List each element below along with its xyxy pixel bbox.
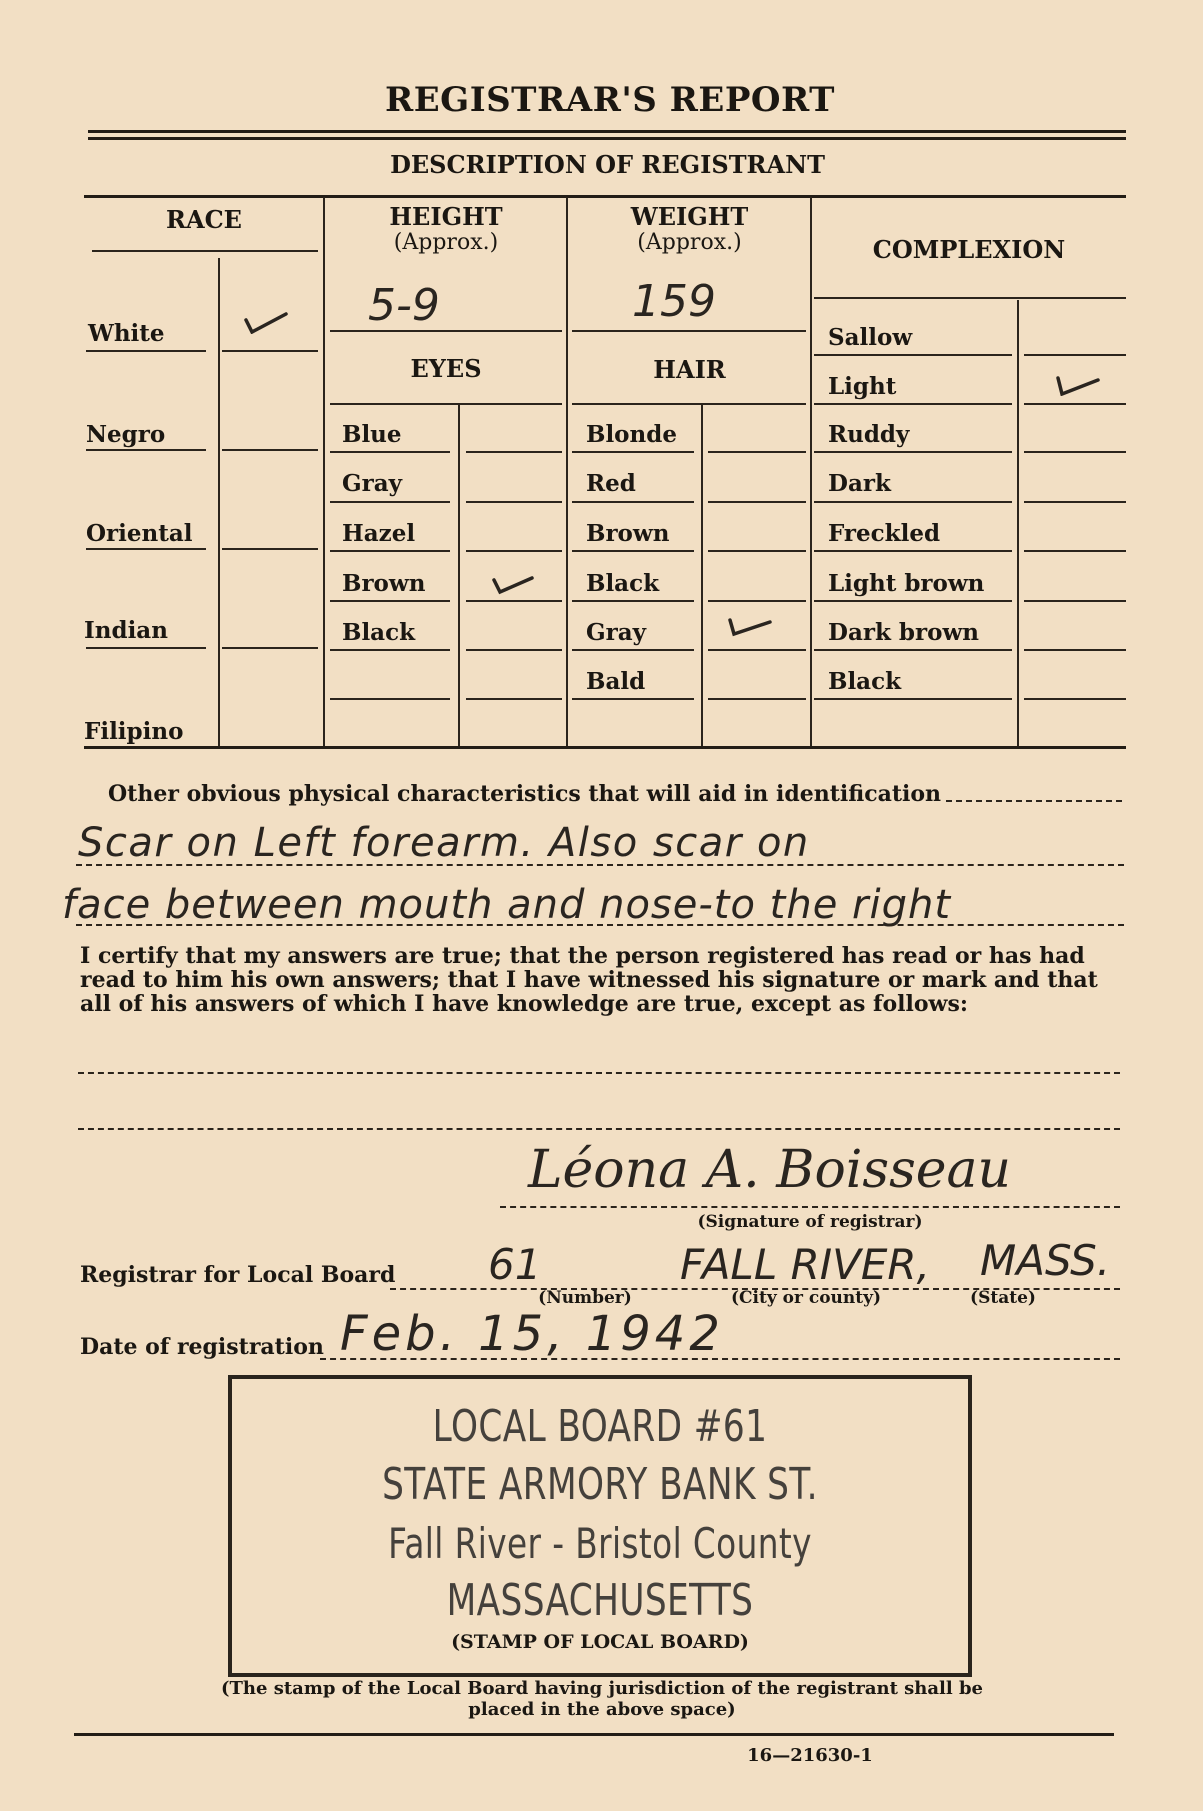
hair-row-rule — [708, 600, 806, 602]
complexion-row-rule — [1024, 550, 1126, 552]
complexion-row-rule — [814, 600, 1012, 602]
certification-text: I certify that my answers are true; that the person registered has read or has had read to him his own answers; that I have witnessed his signature or mark and that all of his answers of which I have knowledge are true, except as follows: — [80, 943, 1098, 1017]
complexion-header: COMPLEXION — [872, 235, 1066, 264]
eyes-black: Black — [342, 619, 416, 646]
eyes-row-rule — [466, 600, 562, 602]
hair-row-rule — [708, 451, 806, 453]
page-title: REGISTRAR'S REPORT — [385, 80, 835, 120]
hair-row-rule — [572, 550, 694, 552]
height-approx: (Approx.) — [393, 230, 499, 255]
race-header-rule — [92, 250, 318, 252]
form-number: 16—21630-1 — [747, 1745, 873, 1766]
eyes-hazel: Hazel — [342, 520, 416, 547]
hair-check-mark — [728, 614, 772, 638]
stamp-line-1: LOCAL BOARD #61 — [432, 1401, 768, 1452]
race-row-rule — [222, 647, 318, 649]
complexion-dark: Dark — [828, 470, 891, 497]
complexion-row-rule — [814, 501, 1012, 503]
hair-red: Red — [586, 470, 636, 497]
weight-value: 159 — [632, 276, 716, 327]
stamp-note: (The stamp of the Local Board having jurisdiction of the registrant shall be placed in the above space) — [220, 1678, 984, 1720]
complexion-row-rule — [814, 451, 1012, 453]
complexion-ruddy: Ruddy — [828, 421, 910, 448]
eyes-row-rule — [330, 550, 450, 552]
complexion-dark-brown: Dark brown — [828, 619, 979, 646]
eyes-gray: Gray — [342, 470, 403, 497]
hair-row-rule — [708, 550, 806, 552]
complexion-light-brown: Light brown — [828, 570, 985, 597]
stamp-line-4: MASSACHUSETTS — [446, 1575, 754, 1626]
eyes-col-divider — [458, 405, 460, 746]
hair-brown: Brown — [586, 520, 670, 547]
hair-row-rule — [708, 501, 806, 503]
eyes-header: EYES — [410, 354, 482, 383]
race-row-rule — [222, 548, 318, 550]
complexion-light: Light — [828, 373, 897, 400]
complexion-sallow: Sallow — [828, 324, 913, 351]
stamp-caption: (STAMP OF LOCAL BOARD) — [451, 1631, 749, 1653]
race-negro: Negro — [86, 421, 166, 448]
local-board-label: Registrar for Local Board — [80, 1262, 396, 1288]
signature-caption: (Signature of registrar) — [697, 1212, 923, 1232]
hair-col-divider — [701, 405, 703, 746]
eyes-row-rule — [330, 698, 450, 700]
complexion-header-rule — [814, 297, 1126, 299]
stamp-box — [228, 1375, 972, 1677]
eyes-blue: Blue — [342, 421, 402, 448]
complexion-row-rule — [814, 698, 1012, 700]
height-header: HEIGHT — [389, 202, 503, 231]
complexion-row-rule — [814, 550, 1012, 552]
race-row-rule — [86, 449, 206, 451]
hair-row-rule — [708, 698, 806, 700]
table-top-rule — [84, 195, 1126, 198]
height-value: 5-9 — [368, 280, 440, 331]
race-row-rule — [222, 449, 318, 451]
number-caption: (Number) — [538, 1288, 632, 1308]
eyes-header-rule — [330, 403, 562, 405]
complexion-row-rule — [1024, 649, 1126, 651]
height-value-rule — [330, 330, 562, 332]
hair-row-rule — [572, 698, 694, 700]
complexion-row-rule — [1024, 354, 1126, 356]
complexion-row-rule — [1024, 698, 1126, 700]
complexion-col-divider — [1017, 300, 1019, 746]
local-board-city: FALL RIVER, — [680, 1240, 930, 1289]
weight-approx: (Approx.) — [637, 230, 742, 255]
complexion-row-rule — [814, 354, 1012, 356]
hair-row-rule — [708, 649, 806, 651]
eyes-brown: Brown — [342, 570, 426, 597]
title-rule — [88, 130, 1126, 133]
signature-line — [500, 1206, 1120, 1208]
characteristics-line-2: face between mouth and nose-to the right — [62, 882, 952, 928]
stamp-line-3: Fall River - Bristol County — [388, 1519, 812, 1568]
eyes-check-mark — [492, 572, 536, 596]
complexion-black: Black — [828, 668, 902, 695]
race-row-rule — [86, 350, 206, 352]
state-caption: (State) — [970, 1288, 1036, 1308]
table-bottom-rule — [84, 746, 1126, 749]
eyes-row-rule — [466, 698, 562, 700]
race-header: RACE — [166, 205, 242, 234]
hair-gray: Gray — [586, 619, 647, 646]
weight-header: WEIGHT — [630, 202, 749, 231]
local-board-state: MASS. — [980, 1236, 1111, 1285]
weight-col-left — [566, 197, 568, 746]
hair-row-rule — [572, 501, 694, 503]
hair-bald: Bald — [586, 668, 646, 695]
characteristics-prompt: Other obvious physical characteristics that will aid in identification — [108, 781, 942, 807]
eyes-row-rule — [330, 649, 450, 651]
complexion-row-rule — [1024, 451, 1126, 453]
eyes-row-rule — [466, 451, 562, 453]
hair-row-rule — [572, 600, 694, 602]
section-subtitle: DESCRIPTION OF REGISTRANT — [390, 150, 825, 179]
eyes-row-rule — [330, 600, 450, 602]
prompt-dashes — [946, 800, 1122, 802]
complexion-freckled: Freckled — [828, 520, 941, 547]
eyes-row-rule — [330, 501, 450, 503]
race-row-rule — [86, 647, 206, 649]
characteristics-rule-1 — [76, 864, 1124, 866]
complexion-row-rule — [814, 649, 1012, 651]
race-col-divider — [218, 258, 220, 746]
height-col-left — [323, 197, 325, 746]
eyes-row-rule — [466, 501, 562, 503]
weight-value-rule — [572, 330, 806, 332]
characteristics-line-1: Scar on Left forearm. Also scar on — [78, 820, 810, 866]
eyes-row-rule — [466, 649, 562, 651]
hair-header: HAIR — [653, 355, 726, 384]
hair-black: Black — [586, 570, 660, 597]
registrar-signature: Léona A. Boisseau — [528, 1140, 1012, 1200]
race-row-rule — [86, 548, 206, 550]
race-check-mark — [244, 310, 288, 334]
local-board-number: 61 — [488, 1240, 542, 1289]
complexion-col-left — [810, 197, 812, 746]
hair-row-rule — [572, 649, 694, 651]
eyes-row-rule — [330, 451, 450, 453]
race-filipino: Filipino — [84, 718, 184, 745]
title-rule-2 — [88, 137, 1126, 140]
city-caption: (City or county) — [730, 1288, 882, 1308]
complexion-check-mark — [1056, 372, 1100, 396]
race-indian: Indian — [84, 617, 168, 644]
hair-blonde: Blonde — [586, 421, 677, 448]
complexion-row-rule — [1024, 403, 1126, 405]
stamp-line-2: STATE ARMORY BANK ST. — [382, 1459, 818, 1510]
complexion-row-rule — [1024, 600, 1126, 602]
date-value: Feb. 15, 1942 — [340, 1306, 724, 1362]
hair-header-rule — [572, 403, 806, 405]
race-white: White — [88, 320, 165, 347]
complexion-row-rule — [1024, 501, 1126, 503]
race-oriental: Oriental — [86, 520, 193, 547]
exceptions-line-2 — [78, 1128, 1120, 1130]
complexion-row-rule — [814, 403, 1012, 405]
footer-rule — [74, 1733, 1114, 1736]
hair-row-rule — [572, 451, 694, 453]
exceptions-line-1 — [78, 1072, 1120, 1074]
date-label: Date of registration — [80, 1334, 324, 1360]
race-row-rule — [222, 350, 318, 352]
eyes-row-rule — [466, 550, 562, 552]
characteristics-rule-2 — [76, 924, 1124, 926]
